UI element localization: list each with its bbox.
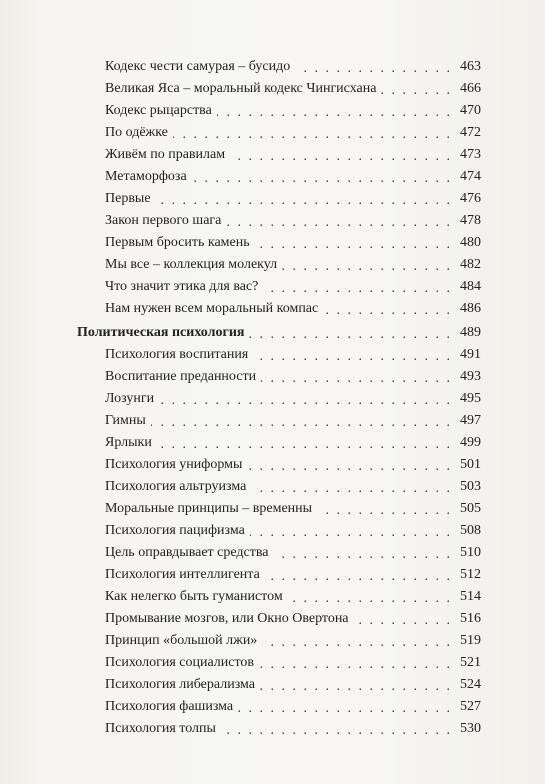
dot-leader [159, 392, 452, 408]
toc-entry [105, 564, 481, 584]
toc-entry-page: 505 [460, 501, 481, 516]
toc-entry-page: 480 [460, 235, 481, 250]
toc-entry-page: 508 [460, 523, 481, 538]
dot-leader [230, 148, 452, 164]
dot-leader [288, 590, 452, 606]
toc-entry-page: 486 [460, 301, 481, 316]
toc-entry-title: Гимны [105, 413, 146, 428]
toc-entry-page: 514 [460, 589, 481, 604]
toc-entry [105, 210, 481, 230]
toc-entry [105, 166, 481, 186]
dot-leader [317, 502, 452, 518]
dot-leader [262, 634, 452, 650]
toc-entry-title: Что значит этика для вас? [105, 279, 259, 294]
toc-entry-page: 484 [460, 279, 481, 294]
toc-entry-title: Моральные принципы – временны [105, 501, 313, 516]
toc-entry-title: Метаморфоза [105, 169, 187, 184]
dot-leader [323, 302, 452, 318]
dot-leader [259, 656, 452, 672]
toc-entry-title: Психология толпы [105, 721, 216, 736]
toc-entry-title: Кодекс рыцарства [105, 103, 212, 118]
toc-entry-title: Кодекс чести самурая – бусидо [105, 59, 291, 74]
dot-leader [250, 524, 452, 540]
toc-entry-page: 493 [460, 369, 481, 384]
dot-leader [217, 104, 452, 120]
toc-entry [105, 122, 481, 142]
toc-entry-title: Великая Яса – моральный кодекс Чингисхана [105, 81, 377, 96]
toc-entry-title: Воспитание преданности [105, 369, 257, 384]
toc-entry [105, 696, 481, 716]
toc-entry-page: 501 [460, 457, 481, 472]
toc-entry-page: 519 [460, 633, 481, 648]
toc-entry-page: 463 [460, 59, 481, 74]
toc-entry [105, 520, 481, 540]
toc-entry-page: 521 [460, 655, 481, 670]
toc-entry-page: 495 [460, 391, 481, 406]
toc-entry-title: Психология альтруизма [105, 479, 247, 494]
dot-leader [263, 280, 452, 296]
toc-section-page: 489 [460, 325, 481, 340]
dot-leader [156, 192, 452, 208]
toc-entry-title: Лозунги [105, 391, 155, 406]
toc-entry [105, 366, 481, 386]
toc-entry-title: Мы все – коллекция молекул [105, 257, 278, 272]
toc-entry-page: 512 [460, 567, 481, 582]
toc-entry [105, 298, 481, 318]
toc-entry [105, 144, 481, 164]
toc-entry [105, 542, 481, 562]
toc-entry [105, 674, 481, 694]
toc-entry-title: Первые [105, 191, 151, 206]
dot-leader [173, 126, 452, 142]
toc-entry-title: Цель оправдывает средства [105, 545, 269, 560]
dot-leader [381, 82, 452, 98]
toc-section-heading [77, 322, 481, 342]
toc-entry-page: 482 [460, 257, 481, 272]
toc-entry-page: 491 [460, 347, 481, 362]
toc-entry-title: Психология фашизма [105, 699, 234, 714]
toc-entry-page: 466 [460, 81, 481, 96]
toc-entry-page: 527 [460, 699, 481, 714]
toc-entry [105, 100, 481, 120]
toc-entry-page: 470 [460, 103, 481, 118]
toc-entry-page: 499 [460, 435, 481, 450]
toc-entry [105, 454, 481, 474]
dot-leader [265, 568, 452, 584]
toc-entry [105, 586, 481, 606]
toc-entry-title: Психология униформы [105, 457, 243, 472]
toc-entry [105, 498, 481, 518]
toc-entry [105, 718, 481, 738]
dot-leader [260, 678, 452, 694]
toc-entry-title: Промывание мозгов, или Окно Овертона [105, 611, 349, 626]
toc-entry-title: Как нелегко быть гуманистом [105, 589, 283, 604]
toc-entry [105, 344, 481, 364]
dot-leader [251, 480, 452, 496]
toc-entry [105, 56, 481, 76]
toc-entry [105, 232, 481, 252]
toc-entry-title: Ярлыки [105, 435, 152, 450]
toc-entry-title: Первым бросить камень [105, 235, 250, 250]
dot-leader [151, 414, 452, 430]
dot-leader [157, 436, 452, 452]
toc-entry-page: 473 [460, 147, 481, 162]
toc-entry-title: Принцип «большой лжи» [105, 633, 258, 648]
toc-entry-page: 530 [460, 721, 481, 736]
toc-entry-title: Психология воспитания [105, 347, 249, 362]
dot-leader [226, 214, 452, 230]
toc-entry-title: Психология либерализма [105, 677, 256, 692]
toc-entry-page: 472 [460, 125, 481, 140]
toc-entry [105, 254, 481, 274]
toc-entry [105, 188, 481, 208]
toc-entry [105, 78, 481, 98]
toc-entry-title: Психология социалистов [105, 655, 255, 670]
dot-leader [221, 722, 452, 738]
toc-entry-page: 503 [460, 479, 481, 494]
toc-entry-title: Нам нужен всем моральный компас [105, 301, 319, 316]
dot-leader [249, 326, 452, 342]
dot-leader [274, 546, 452, 562]
toc-entry [105, 410, 481, 430]
toc-section-title: Политическая психология [77, 325, 245, 340]
toc-entry-page: 524 [460, 677, 481, 692]
dot-leader [238, 700, 452, 716]
dot-leader [255, 236, 452, 252]
toc-entry-title: Психология пацифизма [105, 523, 245, 538]
dot-leader [354, 612, 452, 628]
toc-entry [105, 432, 481, 452]
toc-entry-page: 474 [460, 169, 481, 184]
toc-entry-page: 497 [460, 413, 481, 428]
toc-entry-page: 510 [460, 545, 481, 560]
dot-leader [295, 60, 452, 76]
dot-leader [253, 348, 452, 364]
toc-entry [105, 608, 481, 628]
dot-leader [261, 370, 452, 386]
toc-entry-title: По одёжке [105, 125, 168, 140]
toc-entry-title: Психология интеллигента [105, 567, 260, 582]
toc-entry-title: Закон первого шага [105, 213, 222, 228]
toc-entry [105, 630, 481, 650]
toc-entry [105, 476, 481, 496]
toc-entry-page: 516 [460, 611, 481, 626]
toc-entry-page: 476 [460, 191, 481, 206]
dot-leader [247, 458, 452, 474]
toc-entry-title: Живём по правилам [105, 147, 226, 162]
dot-leader [192, 170, 452, 186]
toc-entry [105, 388, 481, 408]
dot-leader [282, 258, 452, 274]
toc-entry-page: 478 [460, 213, 481, 228]
toc-entry [105, 276, 481, 296]
toc-entry [105, 652, 481, 672]
